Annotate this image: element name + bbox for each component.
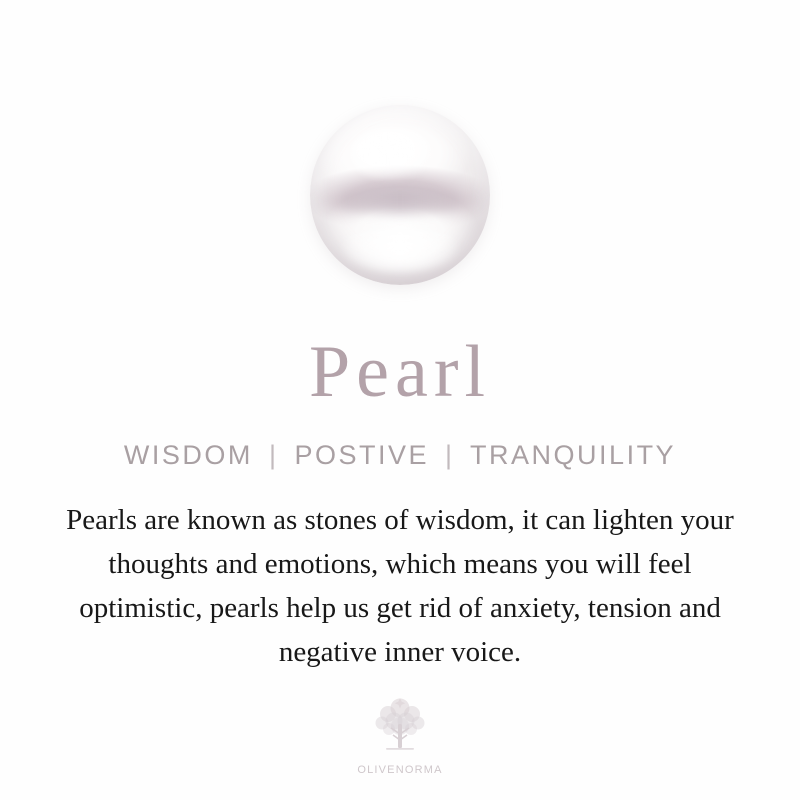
page-title: Pearl [308,331,492,413]
keyword-separator-2: | [445,440,455,470]
pearl-image [0,100,800,290]
description-text: Pearls are known as stones of wisdom, it can lighten your thoughts and emotions, which means you will feel optimistic, pearls help us get rid of anxiety, tension and negative inner voice. [66,504,734,668]
keyword-wisdom: WISDOM [123,440,253,470]
keyword-list [0,440,800,471]
pearl-bottom-glow [342,224,457,271]
pearl-sphere-icon [310,105,490,285]
pearl-highlight [350,127,436,181]
brand-logo [0,688,800,776]
keyword-postive: POSTIVE [294,440,429,470]
pearl-band [317,190,483,213]
brand-name: OLIVENORMA [357,764,443,776]
keyword-tranquility: TRANQUILITY [470,440,677,470]
tree-icon [363,688,437,762]
keyword-separator-1: | [268,440,279,470]
